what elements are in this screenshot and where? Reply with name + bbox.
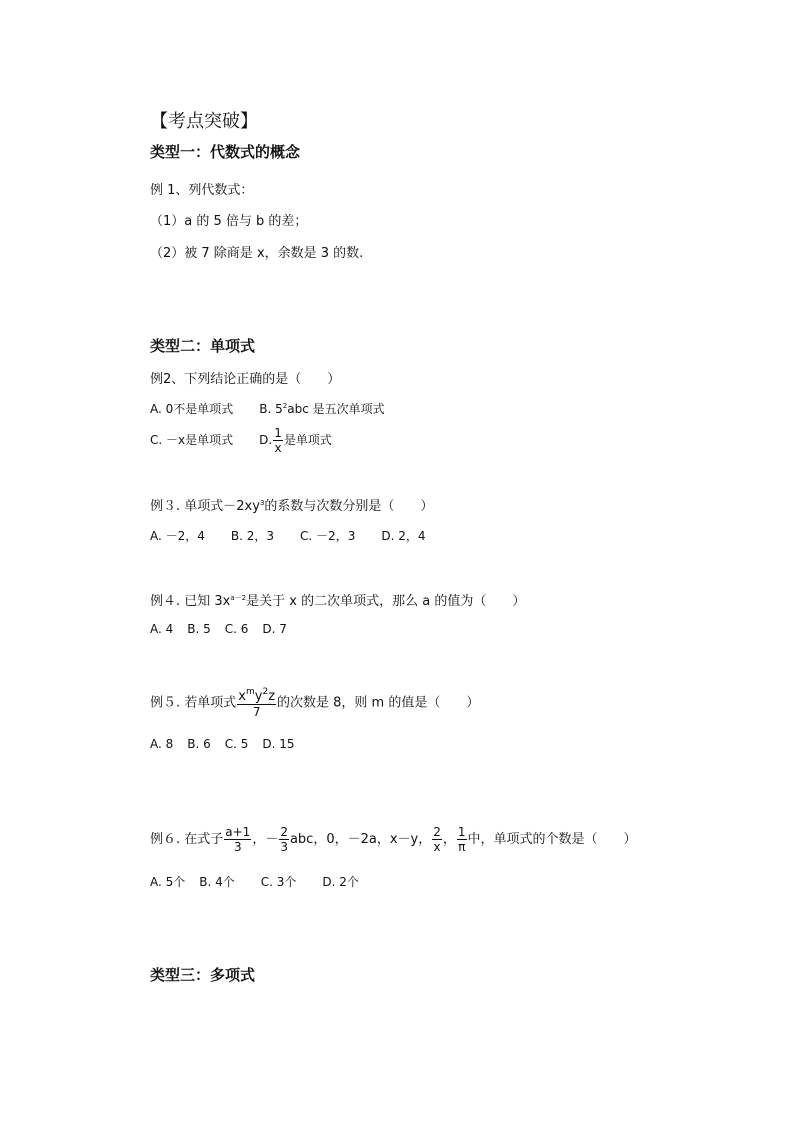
ex3-option-b: B. 2，3 xyxy=(230,529,275,543)
ex5-option-a: A. 8 xyxy=(150,737,174,751)
fraction: $\frac{2}{x}$ xyxy=(433,825,441,854)
ex4-option-d: D. 7 xyxy=(262,622,287,636)
ex3-stem: 例３. 单项式$-2xy^3$的系数与次数分别是（ ） xyxy=(150,499,434,514)
fraction: $\frac{1}{x}$ xyxy=(274,426,282,455)
type1-heading: 类型一：代数式的概念 xyxy=(150,143,301,161)
ex5-stem: 例５. 若单项式 $\frac{x^my^2z}{7}$ 的次数是 8，则 m 的值是（ ） xyxy=(150,687,480,719)
fraction: $\frac{2}{3}$ xyxy=(280,825,288,854)
ex2-option-row2 xyxy=(150,427,332,454)
ex6-option-b: B. 4个 xyxy=(199,875,235,889)
ex4-options xyxy=(150,622,287,636)
monomial-fraction: $\frac{x^my^2z}{7}$ xyxy=(238,687,276,719)
ex2-option-d: D. $\frac{1}{x}$ 是单项式 xyxy=(259,426,332,455)
type3-heading: 类型三：多项式 xyxy=(150,966,256,984)
ex1-item1: （1）a 的 5 倍与 b 的差； xyxy=(150,214,308,229)
ex2-option-a: A. 0不是单项式 xyxy=(150,402,234,416)
ex2-option-b: B. $5^2abc$ 是五次单项式 xyxy=(259,402,385,416)
ex6-options xyxy=(150,873,359,890)
ex2-stem: 例2、下列结论正确的是（ ） xyxy=(150,372,341,387)
fraction: $\frac{a+1}{3}$ xyxy=(225,825,251,854)
ex5-options xyxy=(150,737,295,751)
ex2-option-row1 xyxy=(150,400,385,417)
ex1-stem: 例 1、列代数式： xyxy=(150,183,254,198)
ex4-option-b: B. 5 xyxy=(187,622,211,636)
ex3-option-a: A. －2，4 xyxy=(150,529,205,543)
ex3-option-c: C. －2，3 xyxy=(300,529,356,543)
ex6-stem: 例６. 在式子 $\frac{a+1}{3}$ ，－ $\frac{2}{3}$ abc，0，－2a，x－y， $\frac{2}{x}$ ， $\frac{1}{\pi}$ 中，单项式的个数是（ ） xyxy=(150,825,637,854)
type2-heading: 类型二：单项式 xyxy=(150,337,256,355)
ex3-options xyxy=(150,527,425,544)
ex5-option-d: D. 15 xyxy=(262,737,295,751)
ex3-option-d: D. 2，4 xyxy=(381,529,426,543)
ex2-option-c: C. －x是单项式 xyxy=(150,433,234,447)
ex4-option-c: C. 6 xyxy=(224,622,249,636)
section-title: 【考点突破】 xyxy=(150,111,258,132)
ex5-option-b: B. 6 xyxy=(187,737,211,751)
ex5-option-c: C. 5 xyxy=(224,737,249,751)
ex6-option-c: C. 3个 xyxy=(260,875,297,889)
ex6-option-a: A. 5个 xyxy=(150,875,186,889)
ex6-option-d: D. 2个 xyxy=(322,875,359,889)
ex1-item2: （2）被 7 除商是 x，余数是 3 的数. xyxy=(150,246,364,261)
fraction: $\frac{1}{\pi}$ xyxy=(457,825,466,854)
ex4-stem: 例４. 已知 $3x^{a-2}$是关于 x 的二次单项式，那么 a 的值为（ ） xyxy=(150,594,526,609)
ex4-option-a: A. 4 xyxy=(150,622,174,636)
